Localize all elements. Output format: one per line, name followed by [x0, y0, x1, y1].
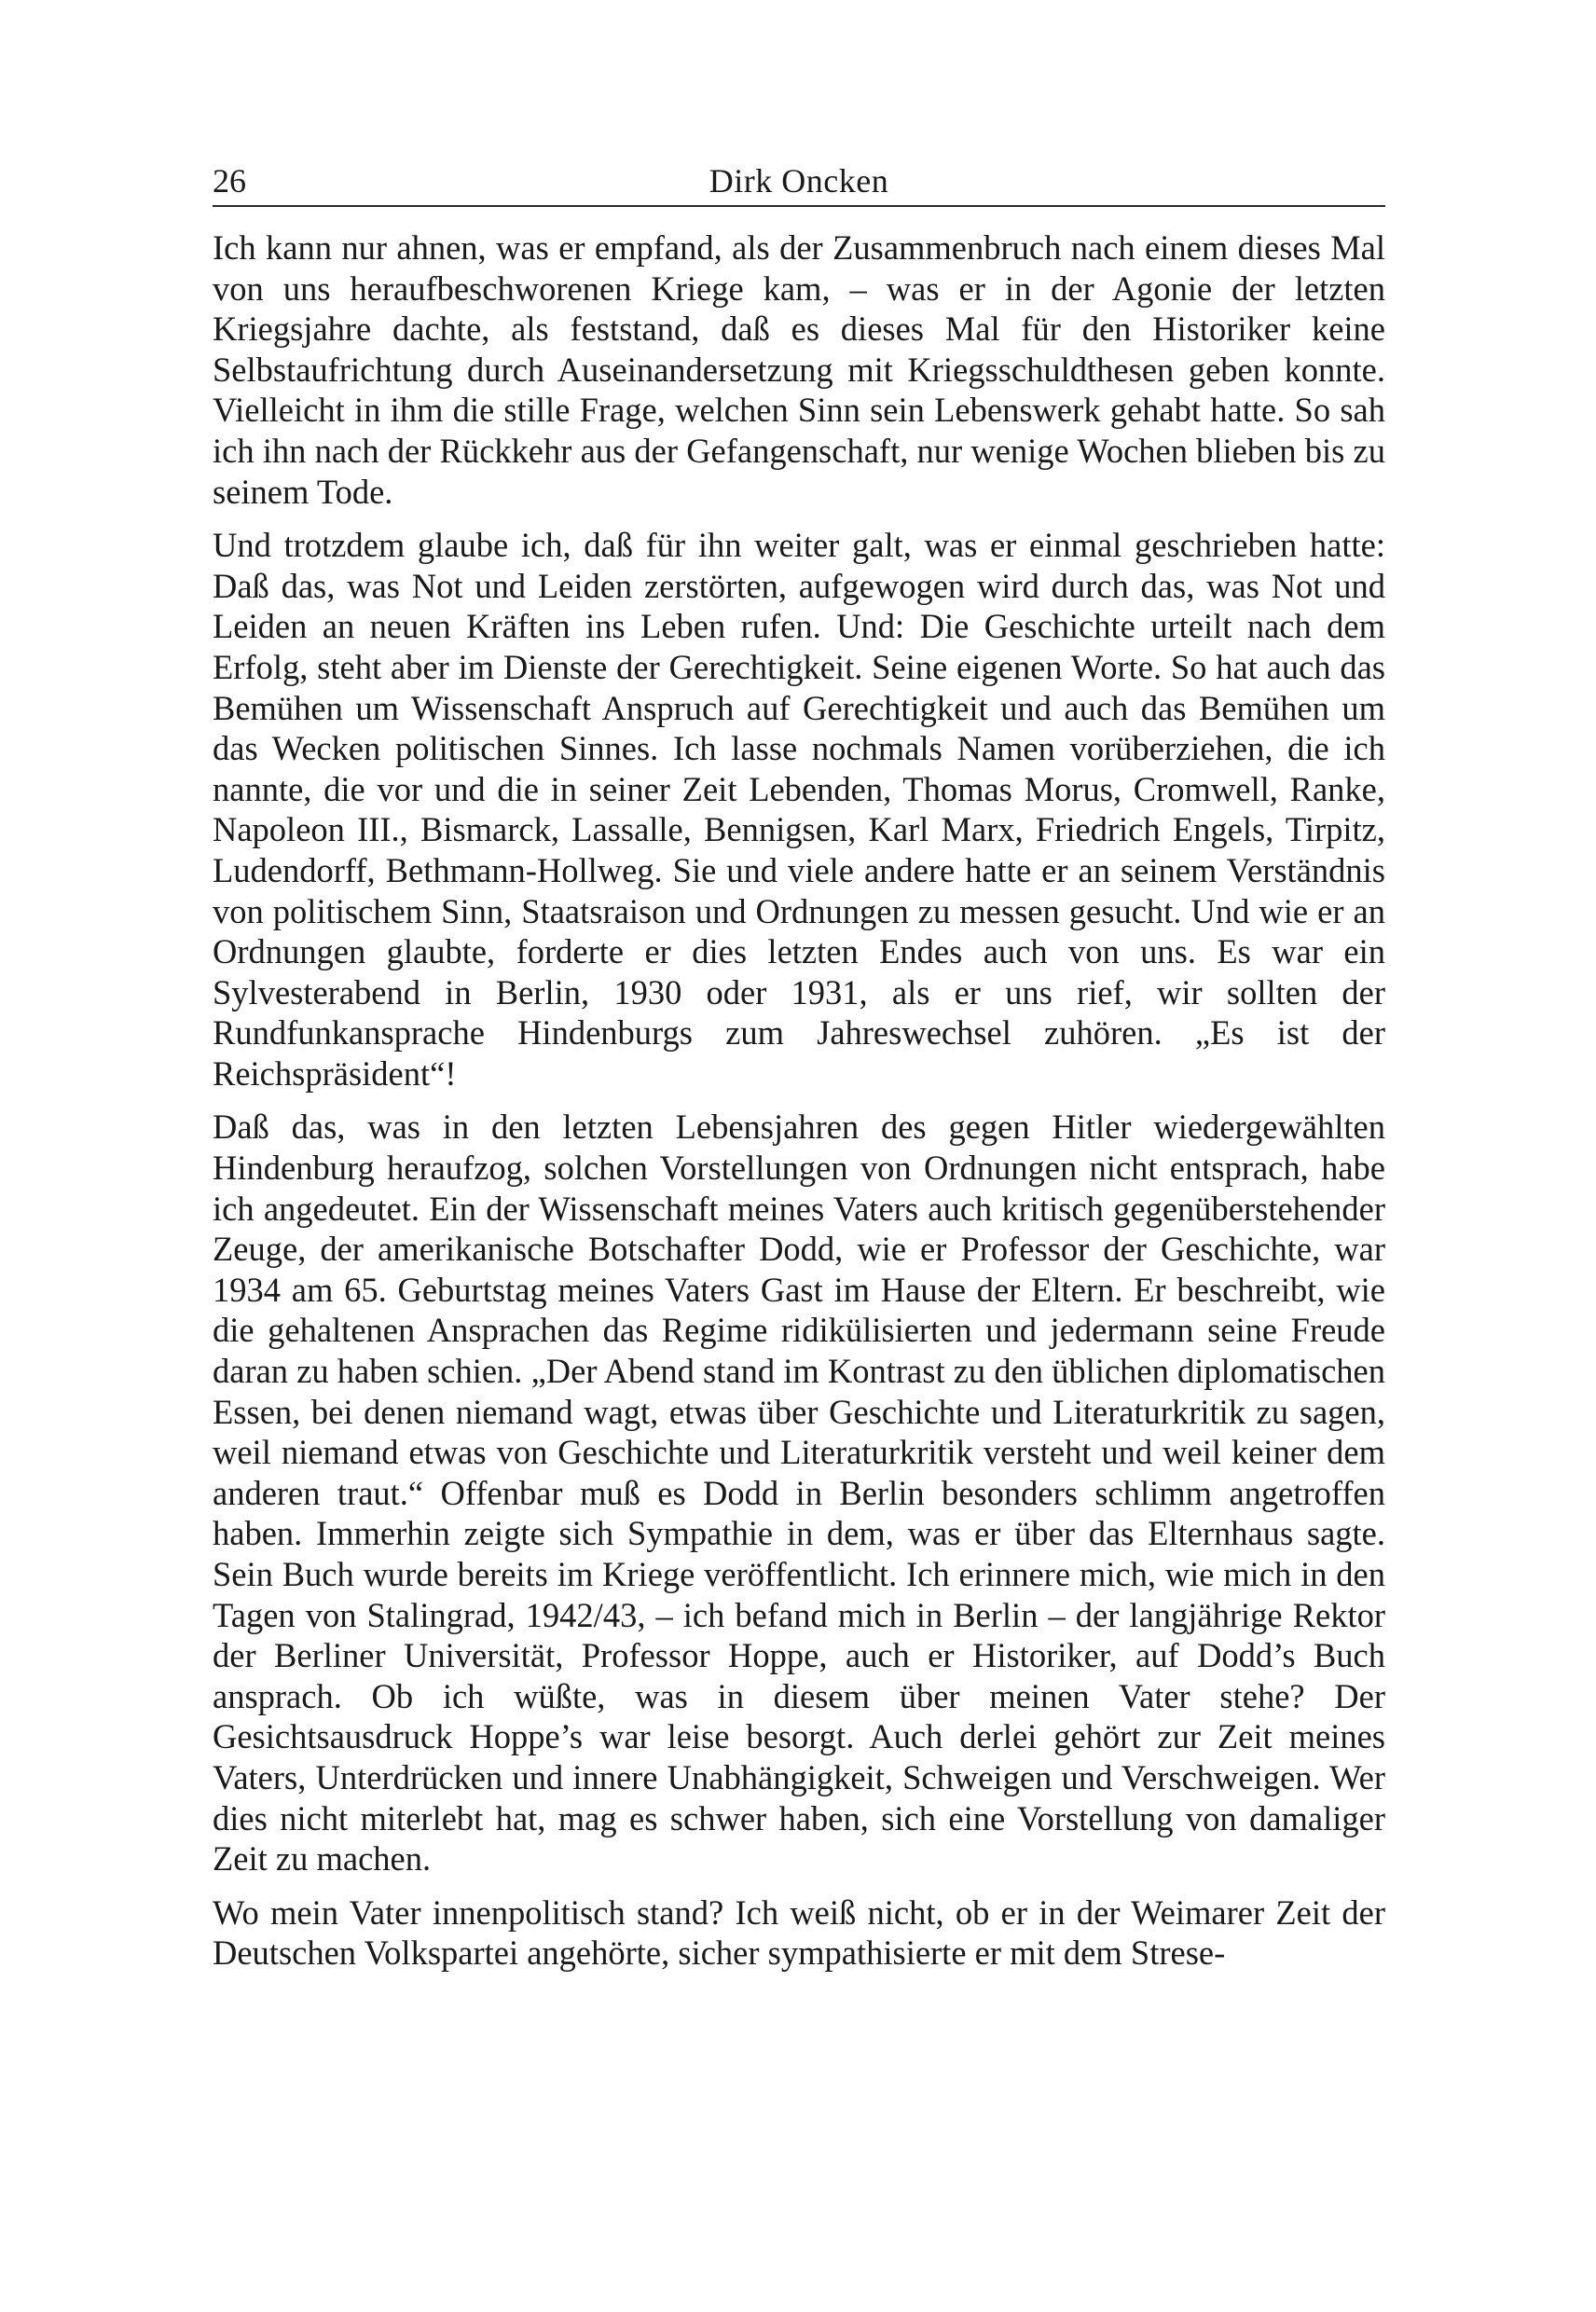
paragraph-4: Wo mein Vater innenpolitisch stand? Ich weiß nicht, ob er in der Weimarer Zeit der Deutschen Volkspartei angehörte, sicher sympathisierte er mit dem Strese- — [213, 1892, 1385, 1973]
paragraph-3: Daß das, was in den letzten Lebensjahren des gegen Hitler wiedergewählten Hindenburg heraufzog, solchen Vorstellungen von Ordnungen nicht entsprach, habe ich angedeutet. Ein der Wissenschaft meines Vaters auch kritisch gegenüberstehender Zeuge, der amerikanische Botschafter Dodd, wie er Professor der Geschichte, war 1934 am 65. Geburtstag meines Vaters Gast im Hause der Eltern. Er beschreibt, wie die gehaltenen Ansprachen das Regime ridikülisierten und jedermann seine Freude daran zu haben schien. „Der Abend stand im Kontrast zu den üblichen diplomatischen Essen, bei denen niemand wagt, etwas über Geschichte und Literaturkritik zu sagen, weil niemand etwas von Geschichte und Literaturkritik versteht und weil keiner dem anderen traut.“ Offenbar muß es Dodd in Berlin besonders schlimm angetroffen haben. Immerhin zeigte sich Sympathie in dem, was er über das Elternhaus sagte. Sein Buch wurde bereits im Kriege veröffentlicht. Ich erinnere mich, wie mich in den Tagen von Stalingrad, 1942/43, – ich befand mich in Berlin – der langjährige Rektor der Berliner Universität, Professor Hoppe, auch er Historiker, auf Dodd’s Buch ansprach. Ob ich wüßte, was in diesem über meinen Vater stehe? Der Gesichtsausdruck Hoppe’s war leise besorgt. Auch derlei gehört zur Zeit meines Vaters, Unterdrücken und innere Unabhängigkeit, Schweigen und Verschweigen. Wer dies nicht miterlebt hat, mag es schwer haben, sich eine Vorstellung von damaliger Zeit zu machen. — [213, 1108, 1385, 1878]
book-page — [213, 157, 1385, 1987]
running-title: Dirk Oncken — [709, 162, 889, 200]
running-header — [213, 157, 1385, 207]
paragraph-1: Ich kann nur ahnen, was er empfand, als der Zusammenbruch nach einem dieses Mal von uns heraufbeschworenen Kriege kam, – was er in der Agonie der letzten Kriegsjahre dachte, als feststand, daß es dieses Mal für den Historiker keine Selbstaufrichtung durch Auseinandersetzung mit Kriegsschuldthesen geben konnte. Vielleicht in ihm die stille Frage, welchen Sinn sein Lebenswerk gehabt hatte. So sah ich ihn nach der Rückkehr aus der Gefangenschaft, nur wenige Wochen blieben bis zu seinem Tode. — [213, 228, 1385, 511]
paragraph-2: Und trotzdem glaube ich, daß für ihn weiter galt, was er einmal geschrieben hatte: Daß das, was Not und Leiden zerstörten, aufgewogen wird durch das, was Not und Leiden an neuen Kräften ins Leben rufen. Und: Die Geschichte urteilt nach dem Erfolg, steht aber im Dienste der Gerechtigkeit. Seine eigenen Worte. So hat auch das Bemühen um Wissenschaft Anspruch auf Gerechtigkeit und auch das Bemühen um das Wecken politischen Sinnes. Ich lasse nochmals Namen vorüberziehen, die ich nannte, die vor und die in seiner Zeit Lebenden, Thomas Morus, Cromwell, Ranke, Napoleon III., Bismarck, Lassalle, Bennigsen, Karl Marx, Friedrich Engels, Tirpitz, Ludendorff, Bethmann-Hollweg. Sie und viele andere hatte er an seinem Verständnis von politischem Sinn, Staatsraison und Ordnungen zu messen gesucht. Und wie er an Ordnungen glaubte, forderte er dies letzten Endes auch von uns. Es war ein Sylvesterabend in Berlin, 1930 oder 1931, als er uns rief, wir sollten der Rundfunkansprache Hindenburgs zum Jahreswechsel zuhören. „Es ist der Reichspräsident“! — [213, 526, 1385, 1093]
body-text — [213, 227, 1385, 1974]
page-number: 26 — [213, 162, 246, 200]
